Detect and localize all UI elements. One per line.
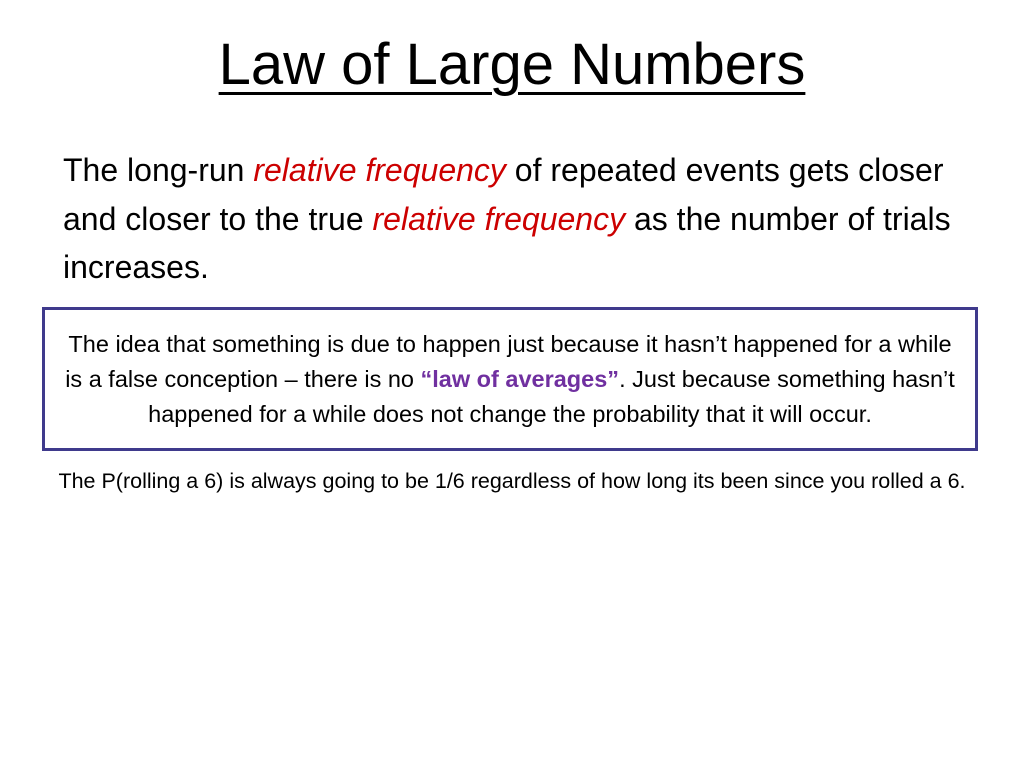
slide-title: [0, 30, 1024, 100]
definition-term-2: relative frequency: [372, 200, 626, 237]
definition-term-1: relative frequency: [253, 152, 506, 188]
example-text: The P(rolling a 6) is always going to be 1/6 regardless of how long its been since you rolled a 6.: [58, 469, 966, 493]
callout-emphasis: “law of averages”: [420, 365, 620, 392]
callout-text: [58, 327, 963, 432]
callout-text-1: The idea that something is due to happen just because it hasn’t happened for a while is a false conception – there is no: [65, 330, 952, 392]
definition-text-1: The long-run: [63, 152, 254, 188]
definition-text-3: as the number of trials increases.: [63, 200, 951, 285]
callout-text-2: . Just because something hasn’t happened for a while does not change the probability that it will occur.: [148, 365, 955, 427]
slide-title-text: Law of Large Numbers: [218, 32, 806, 97]
definition-text-2: of repeated events gets closer and closer to the true: [63, 152, 944, 237]
callout-box: [42, 307, 978, 451]
definition-paragraph: [63, 146, 973, 292]
